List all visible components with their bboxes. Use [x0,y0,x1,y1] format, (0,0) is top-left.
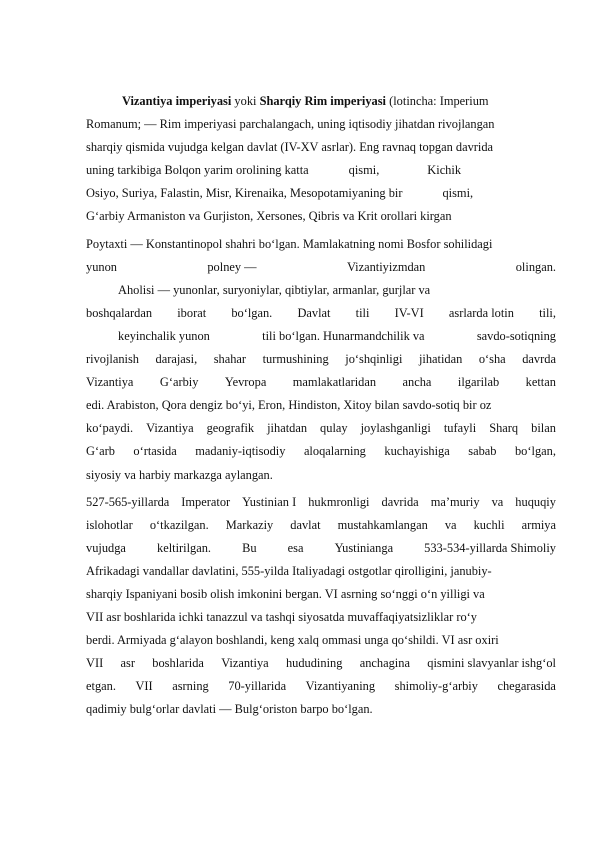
text-span: ma’muriy [430,494,480,509]
text-span: tili [355,305,370,320]
text-span: VII [135,679,153,694]
text-line [86,417,556,440]
text-span: berdi. Armiyada g‘alayon boshlandi, keng xalq ommasi unga qo‘shildi. VI asr oxiri [86,633,499,648]
text-span: edi. Arabiston, Qora dengiz bo‘yi, Eron, Hindiston, Xitoy bilan savdo-sotiq bir oz [86,398,492,413]
text-span: Imperator [181,494,231,509]
text-span: sharqiy qismida vujudga kelgan davlat (IV-XV asrlar). Eng ravnaq topgan davrida [86,140,494,155]
text-span: 533-534-yillarda Shimoliy [424,540,556,555]
text-span: islohotlar [86,517,133,532]
text-span: Romanum; — Rim imperiyasi parchalangach, uning iqtisodiy jihatdan rivojlangan [86,117,495,132]
text-span: olingan. [515,259,556,274]
text-span: tufayli [443,421,477,436]
text-span: qismini slavyanlar ishg‘ol [427,656,556,671]
text-span: hukmronligi [308,494,370,509]
text-span: tili, [539,305,556,320]
paragraph-capital [86,233,556,487]
text-span: Bu [242,540,257,555]
text-span: shimoliy-g‘arbiy [394,679,478,694]
text-span: Vizantiya [86,375,134,390]
text-span: G‘arbiy Armaniston va Gurjiston, Xersones, Qibris va Krit orollari kirgan [86,209,452,224]
text-span: bilan [531,421,556,436]
text-line [86,348,556,371]
text-span: Afrikadagi vandallar davlatini, 555-yilda Italiyadagi ostgotlar qirolligini, janubiy- [86,563,492,578]
text-span: sabab [468,444,497,459]
text-span: hududining [285,656,343,671]
text-line [86,698,556,721]
text-span: yoki [231,94,260,108]
text-line [86,675,556,698]
text-span: tili bo‘lgan. Hunarmandchilik va [262,328,425,343]
text-span: mustahkamlangan [337,517,428,532]
text-span: kettan [525,375,556,390]
text-span: turmushining [262,352,329,367]
text-span: chegarasida [497,679,556,694]
text-span: kuchayishiga [384,444,450,459]
text-span: asrning [172,679,209,694]
text-span: va [444,517,457,532]
text-span: keltirilgan. [157,540,212,555]
text-span: va [491,494,504,509]
text-line [86,205,556,228]
text-span: Vizantiya [146,421,194,436]
text-span: anchagina [359,656,410,671]
text-span: vujudga [86,540,126,555]
text-line [86,629,556,652]
text-span: sharqiy Ispaniyani bosib olish imkonini bergan. VI asrning so‘nggi o‘n yilligi va [86,586,485,601]
text-line [86,537,556,560]
text-span: 527-565-yillarda [86,494,170,509]
text-line [86,233,556,256]
text-span: Yustinian I [242,494,297,509]
text-line [86,583,556,606]
text-span: Poytaxti — Konstantinopol shahri bo‘lgan. Mamlakatning nomi Bosfor sohilidagi [86,236,493,251]
text-span: Vizantiyizmdan [346,259,426,274]
text-line [86,325,556,348]
text-line [86,560,556,583]
text-span: Vizantiyaning [305,679,376,694]
text-span: o‘sha [478,352,506,367]
text-span: uning tarkibiga Bolqon yarim orolining katta [86,163,309,178]
text-span: o‘tkazilgan. [149,517,209,532]
text-span: davlat [290,517,321,532]
text-span: Yustinianga [334,540,394,555]
text-span: madaniy-iqtisodiy [195,444,286,459]
text-span: jihatidan [418,352,463,367]
text-span: jo‘shqinligi [345,352,403,367]
bold-term: Vizantiya imperiyasi [122,94,232,108]
text-span: boshqalardan [86,305,153,320]
text-span: Yevropa [224,375,267,390]
text-span: huquqiy [515,494,556,509]
text-line [86,514,556,537]
text-line [86,464,556,487]
text-span: VII asr boshlarida ichki tanazzul va tashqi siyosatda muvaffaqiyatsizliklar ro‘y [86,610,477,625]
text-span: keyinchalik yunon [118,328,210,343]
text-line [86,113,556,136]
text-span: bo‘lgan. [231,305,273,320]
text-span: davrida [381,494,419,509]
text-span: esa [287,540,304,555]
text-span: jihatdan [267,421,308,436]
text-span: iborat [177,305,207,320]
text-span: 70-yillarida [228,679,287,694]
text-line [86,371,556,394]
text-span: G‘arbiy [159,375,199,390]
text-span: qadimiy bulg‘orlar davlati — Bulg‘oriston barpo bo‘lgan. [86,702,373,717]
text-span: IV-VI [394,305,424,320]
bold-term: Sharqiy Rim imperiyasi [259,94,387,108]
text-span: bo‘lgan, [514,444,556,459]
text-line [86,394,556,417]
text-span: kuchli [473,517,505,532]
text-span: Vizantiya [221,656,269,671]
text-line [86,182,556,205]
text-span: ko‘paydi. [86,421,134,436]
text-line [86,159,556,182]
text-span: qismi, [442,186,474,201]
text-span: davrda [522,352,556,367]
text-line [86,491,556,514]
text-span: siyosiy va harbiy markazga aylangan. [86,467,273,482]
text-span: (lotincha: Imperium [386,94,489,108]
text-line [86,256,556,279]
text-line [86,652,556,675]
text-line [86,302,556,325]
article-body [86,90,556,722]
text-span: savdo-sotiqning [476,328,556,343]
text-span: joylashganligi [360,421,431,436]
text-span: darajasi, [155,352,198,367]
text-line [86,136,556,159]
text-line [86,606,556,629]
text-span: Kichik [427,163,462,178]
text-line [86,440,556,463]
text-span: Davlat [297,305,331,320]
text-span: o‘rtasida [133,444,177,459]
text-span: ancha [402,375,432,390]
text-span: asr [120,656,135,671]
text-span: Osiyo, Suriya, Falastin, Misr, Kirenaika, Mesopotamiyaning bir [86,186,403,201]
text-span: Aholisi — yunonlar, suryoniylar, qibtiylar, armanlar, gurjlar va [118,282,431,297]
text-line [86,279,556,302]
text-span: mamlakatlaridan [292,375,377,390]
text-span: shahar [213,352,247,367]
text-line [86,90,556,113]
text-span: armiya [521,517,556,532]
text-span: Markaziy [225,517,274,532]
text-span: yunon [86,259,117,274]
text-span: ilgarilab [457,375,500,390]
text-span: boshlarida [152,656,204,671]
text-span: aloqalarning [303,444,366,459]
text-span: Sharq [489,421,519,436]
text-span: rivojlanish [86,352,139,367]
text-span: etgan. [86,679,116,694]
text-span: qismi, [348,163,380,178]
text-span: G‘arb [86,444,115,459]
text-span: asrlarda lotin [448,305,514,320]
paragraph-intro [86,90,556,229]
paragraph-justinian [86,491,556,722]
text-span: qulay [320,421,348,436]
text-span: VII [86,656,104,671]
text-span: geografik [206,421,255,436]
text-span: polney — [207,259,257,274]
